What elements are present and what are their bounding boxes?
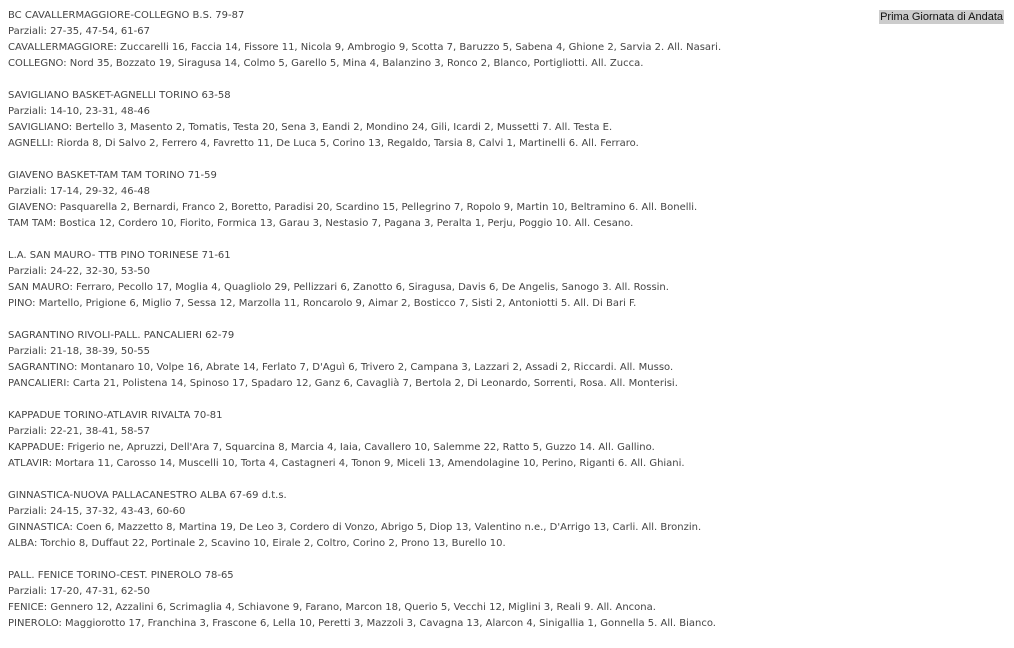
results-list [8,8,848,648]
round-label: Prima Giornata di Andata [880,11,1003,23]
away-team-scorers: PANCALIERI: Carta 21, Polistena 14, Spinoso 17, Spadaro 12, Ganz 6, Cavaglià 7, Bertola 2, Di Leonardo, Sorrenti, Rosa. All. Monterisi. [8,378,678,389]
game-partials: Parziali: 27-35, 47-54, 61-67 [8,26,150,37]
away-team-scorers: TAM TAM: Bostica 12, Cordero 10, Fiorito, Formica 13, Garau 3, Nestasio 7, Pagana 3, Peralta 1, Perju, Poggio 10. All. Cesano. [8,218,634,229]
game-title: SAGRANTINO RIVOLI-PALL. PANCALIERI 62-79 [8,330,235,341]
home-team-scorers: KAPPADUE: Frigerio ne, Apruzzi, Dell'Ara 7, Squarcina 8, Marcia 4, Iaia, Cavallero 10, Salemme 22, Ratto 5, Guzzo 14. All. Gallino. [8,442,655,453]
game-result [8,248,848,312]
away-team-scorers: ATLAVIR: Mortara 11, Carosso 14, Muscelli 10, Torta 4, Castagneri 4, Tonon 9, Miceli 13, Amendolagine 10, Perino, Riganti 6. All. Ghiani. [8,458,685,469]
home-team-scorers: FENICE: Gennero 12, Azzalini 6, Scrimaglia 4, Schiavone 9, Farano, Marcon 18, Querio 5, Vecchi 12, Miglini 3, Reali 9. All. Ancona. [8,602,656,613]
game-result [8,88,848,152]
game-partials: Parziali: 21-18, 38-39, 50-55 [8,346,150,357]
away-team-scorers: PINEROLO: Maggiorotto 17, Franchina 3, Frascone 6, Lella 10, Peretti 3, Mazzoli 3, Cavagna 13, Alarcon 4, Sinigallia 1, Gonnella 5. All. Bianco. [8,618,716,629]
game-partials: Parziali: 17-14, 29-32, 46-48 [8,186,150,197]
game-partials: Parziali: 17-20, 47-31, 62-50 [8,586,150,597]
away-team-scorers: AGNELLI: Riorda 8, Di Salvo 2, Ferrero 4, Favretto 11, De Luca 5, Corino 13, Regaldo, Tarsia 8, Calvi 1, Martinelli 6. All. Ferraro. [8,138,639,149]
home-team-scorers: SAN MAURO: Ferraro, Pecollo 17, Moglia 4, Quagliolo 29, Pellizzari 6, Zanotto 6, Siragusa, Davis 6, De Angelis, Sanogo 3. All. Rossin. [8,282,669,293]
game-title: PALL. FENICE TORINO-CEST. PINEROLO 78-65 [8,570,234,581]
game-result [8,168,848,232]
away-team-scorers: COLLEGNO: Nord 35, Bozzato 19, Siragusa 14, Colmo 5, Garello 5, Mina 4, Balanzino 3, Ronco 2, Blanco, Portigliotti. All. Zucca. [8,58,644,69]
game-title: SAVIGLIANO BASKET-AGNELLI TORINO 63-58 [8,90,231,101]
game-result [8,408,848,472]
game-title: L.A. SAN MAURO- TTB PINO TORINESE 71-61 [8,250,231,261]
game-title: GIAVENO BASKET-TAM TAM TORINO 71-59 [8,170,217,181]
game-title: GINNASTICA-NUOVA PALLACANESTRO ALBA 67-69 d.t.s. [8,490,287,501]
game-partials: Parziali: 22-21, 38-41, 58-57 [8,426,150,437]
game-result [8,488,848,552]
game-partials: Parziali: 14-10, 23-31, 48-46 [8,106,150,117]
game-partials: Parziali: 24-15, 37-32, 43-43, 60-60 [8,506,186,517]
game-partials: Parziali: 24-22, 32-30, 53-50 [8,266,150,277]
away-team-scorers: PINO: Martello, Prigione 6, Miglio 7, Sessa 12, Marzolla 11, Roncarolo 9, Aimar 2, Bosticco 7, Sisti 2, Antoniotti 5. All. Di Bari F. [8,298,637,309]
game-result [8,568,848,632]
home-team-scorers: CAVALLERMAGGIORE: Zuccarelli 16, Faccia 14, Fissore 11, Nicola 9, Ambrogio 9, Scotta 7, Baruzzo 5, Sabena 4, Ghione 2, Sarvia 2. All. Nasari. [8,42,722,53]
game-title: KAPPADUE TORINO-ATLAVIR RIVALTA 70-81 [8,410,223,421]
home-team-scorers: SAVIGLIANO: Bertello 3, Masento 2, Tomatis, Testa 20, Sena 3, Eandi 2, Mondino 24, Gili, Icardi 2, Mussetti 7. All. Testa E. [8,122,613,133]
home-team-scorers: GINNASTICA: Coen 6, Mazzetto 8, Martina 19, De Leo 3, Cordero di Vonzo, Abrigo 5, Diop 13, Valentino n.e., D'Arrigo 13, Carli. All. Bronzin. [8,522,702,533]
away-team-scorers: ALBA: Torchio 8, Duffaut 22, Portinale 2, Scavino 10, Eirale 2, Coltro, Corino 2, Prono 13, Burello 10. [8,538,506,549]
game-title: BC CAVALLERMAGGIORE-COLLEGNO B.S. 79-87 [8,10,245,21]
home-team-scorers: SAGRANTINO: Montanaro 10, Volpe 16, Abrate 14, Ferlato 7, D'Aguì 6, Trivero 2, Campana 3, Lazzari 2, Assadi 2, Riccardi. All. Musso. [8,362,674,373]
game-result [8,328,848,392]
home-team-scorers: GIAVENO: Pasquarella 2, Bernardi, Franco 2, Boretto, Paradisi 20, Scardino 15, Pellegrino 7, Ropolo 9, Martin 10, Beltramino 6. All. Bonelli. [8,202,698,213]
game-result [8,8,848,72]
